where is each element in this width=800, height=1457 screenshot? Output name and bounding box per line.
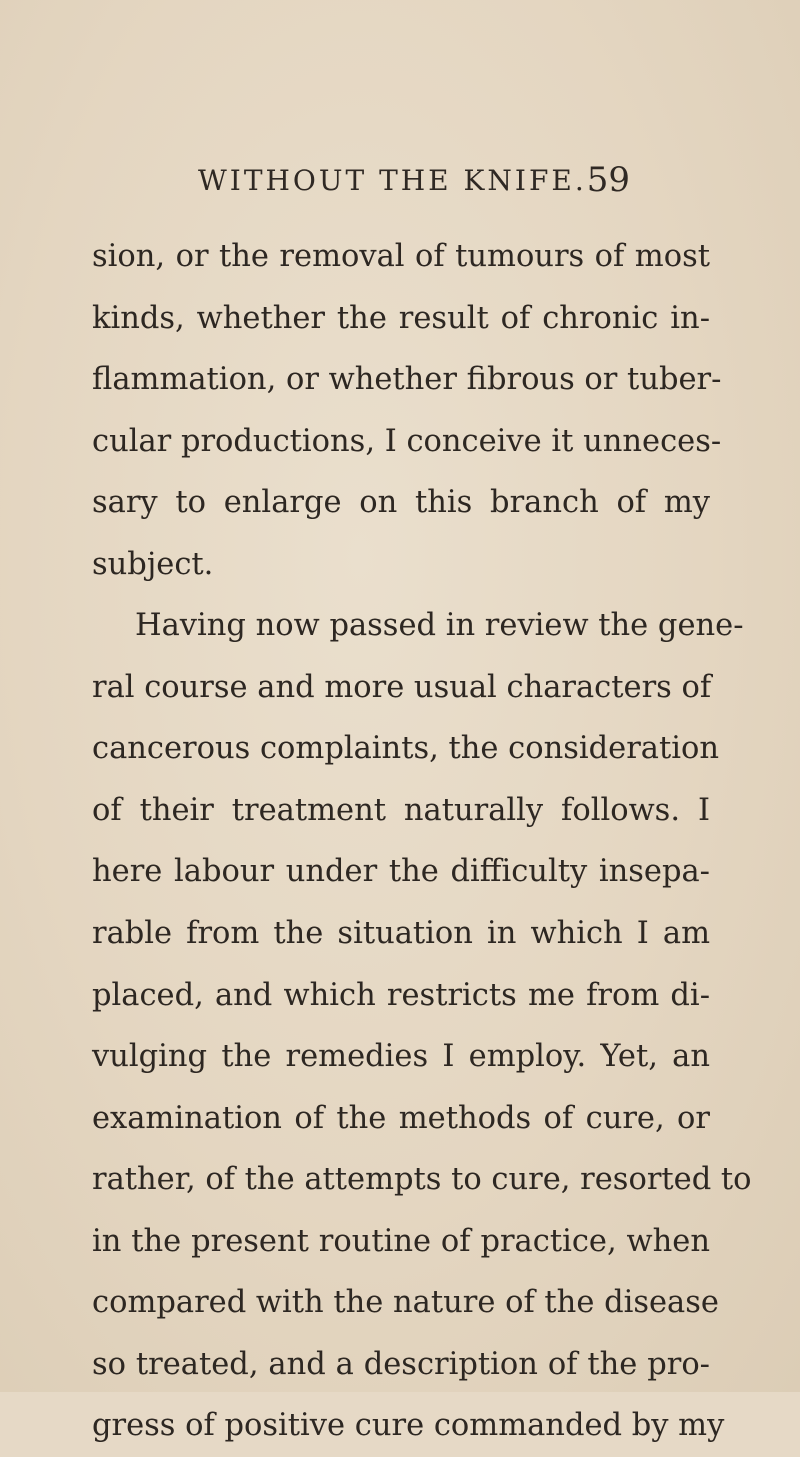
text-line: vulging the remedies I employ. Yet, an [92, 1039, 710, 1075]
running-title: WITHOUT THE KNIFE. [198, 164, 587, 197]
text-line: here labour under the difficulty insepa- [92, 854, 710, 890]
text-line: in the present routine of practice, when [92, 1223, 710, 1259]
text-line: examination of the methods of cure, or [92, 1100, 710, 1136]
text-line: flammation, or whether fibrous or tuber- [92, 362, 722, 398]
text-line: cancerous complaints, the consideration [92, 731, 719, 767]
text-line: ral course and more usual characters of [92, 669, 712, 705]
text-line: compared with the nature of the disease [92, 1285, 719, 1321]
text-line: kinds, whether the result of chronic in- [92, 300, 710, 336]
page-header [198, 160, 630, 204]
text-line: of their treatment naturally follows. I [92, 792, 710, 828]
text-line: placed, and which restricts me from di- [92, 977, 710, 1013]
text-line: subject. [92, 546, 214, 582]
page-number: 59 [586, 160, 630, 200]
text-line: gress of positive cure commanded by my [92, 1408, 725, 1444]
paragraph-start-line: Having now passed in review the gene- [135, 608, 744, 644]
text-line: rable from the situation in which I am [92, 916, 710, 952]
text-line: rather, of the attempts to cure, resorted to [92, 1162, 752, 1198]
body-text [92, 226, 752, 1457]
text-line: cular productions, I conceive it unneces- [92, 423, 722, 459]
text-line: sion, or the removal of tumours of most [92, 239, 710, 274]
text-line: sary to enlarge on this branch of my [92, 485, 710, 521]
text-line: so treated, and a description of the pro- [92, 1346, 710, 1382]
